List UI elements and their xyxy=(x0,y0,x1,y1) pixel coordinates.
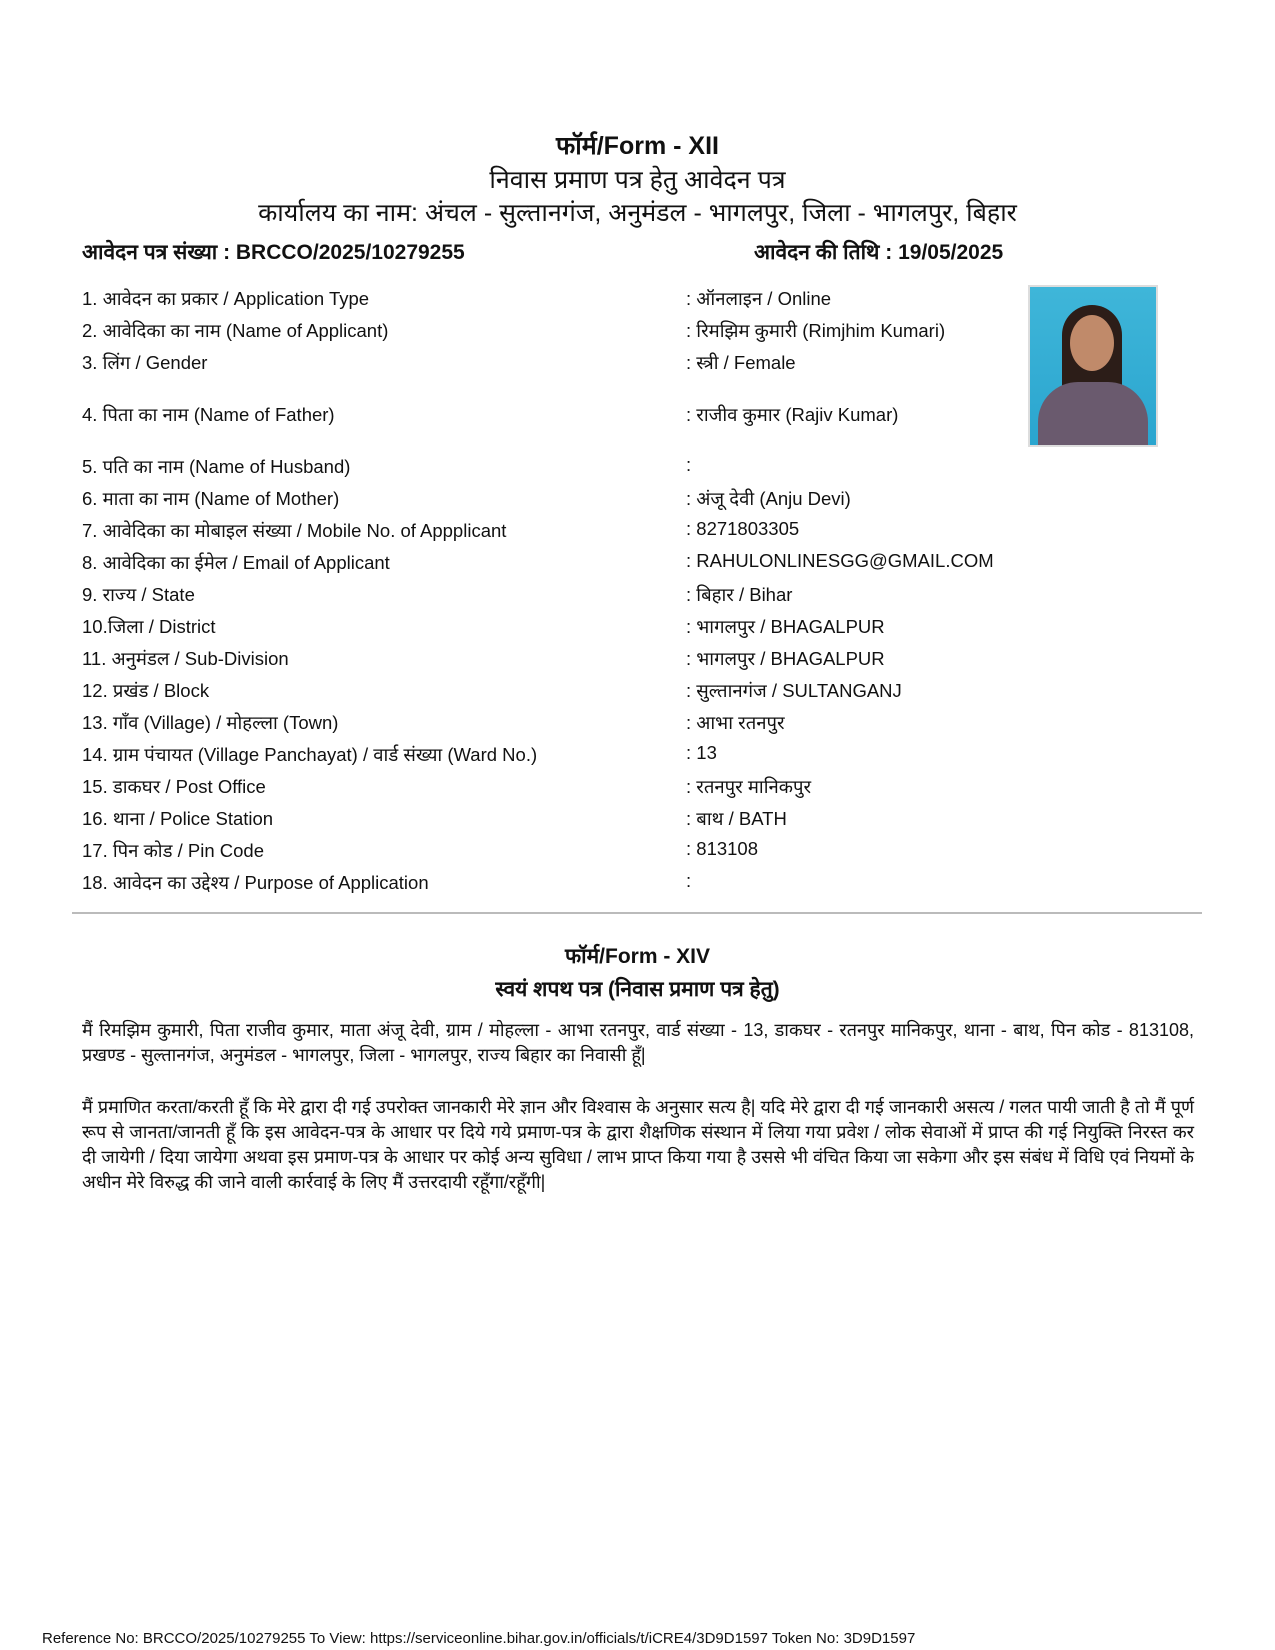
office-name: कार्यालय का नाम: अंचल - सुल्तानगंज, अनुमंडल - भागलपुर, जिला - भागलपुर, बिहार xyxy=(258,199,1017,227)
detail-value: : अंजू देवी (Anju Devi) xyxy=(686,488,851,509)
detail-value: : 8271803305 xyxy=(686,518,800,539)
affidavit-residence-paragraph: मैं रिमझिम कुमारी, पिता राजीव कुमार, माता अंजू देवी, ग्राम / मोहल्ला - आभा रतनपुर, वार्ड संख्या - 13, डाकघर - रतनपुर मानिकपुर, थाना - बाथ, पिन कोड - 813108, प्रखण्ड - सुल्तानगंज, अनुमंडल - भागलपुर, जिला - भागलपुर, राज्य बिहार का निवासी हूँ| xyxy=(82,1020,1194,1065)
detail-label: 18. आवेदन का उद्देश्य / Purpose of Application xyxy=(82,872,429,893)
affidavit-form-title: फॉर्म/Form - XIV xyxy=(564,945,711,968)
detail-value: : ऑनलाइन / Online xyxy=(686,288,832,309)
detail-label: 3. लिंग / Gender xyxy=(82,352,208,373)
detail-value: : 813108 xyxy=(686,838,759,859)
detail-value: : भागलपुर / BHAGALPUR xyxy=(686,616,885,637)
detail-label: 17. पिन कोड / Pin Code xyxy=(82,840,264,861)
detail-label: 8. आवेदिका का ईमेल / Email of Applicant xyxy=(82,552,390,573)
detail-label: 16. थाना / Police Station xyxy=(82,808,274,829)
detail-label: 12. प्रखंड / Block xyxy=(82,680,210,701)
detail-label: 6. माता का नाम (Name of Mother) xyxy=(82,488,340,509)
detail-value: : xyxy=(686,870,692,891)
reference-footer: Reference No: BRCCO/2025/10279255 To View: https://serviceonline.bihar.gov.in/officials/t/iCRE4/3D9D1597 Token No: 3D9D1597 xyxy=(42,1630,916,1647)
detail-value: : स्त्री / Female xyxy=(686,352,796,373)
detail-label: 13. गाँव (Village) / मोहल्ला (Town) xyxy=(82,712,339,733)
form-title: फॉर्म/Form - XII xyxy=(556,132,719,160)
detail-value: : बाथ / BATH xyxy=(686,808,787,829)
detail-label: 11. अनुमंडल / Sub-Division xyxy=(82,648,289,669)
detail-value: : RAHULONLINESGG@GMAIL.COM xyxy=(686,550,994,571)
detail-value: : आभा रतनपुर xyxy=(686,712,785,733)
detail-value: : 13 xyxy=(686,742,717,763)
detail-value: : रतनपुर मानिकपुर xyxy=(686,776,812,797)
detail-value: : बिहार / Bihar xyxy=(686,584,793,605)
detail-label: 2. आवेदिका का नाम (Name of Applicant) xyxy=(82,320,389,341)
detail-label: 7. आवेदिका का मोबाइल संख्या / Mobile No. of Appplicant xyxy=(82,520,507,541)
detail-value: : राजीव कुमार (Rajiv Kumar) xyxy=(686,404,899,425)
detail-value: : xyxy=(686,454,692,475)
detail-label: 10.जिला / District xyxy=(82,616,216,637)
detail-label: 4. पिता का नाम (Name of Father) xyxy=(82,404,335,425)
applicant-photo xyxy=(1028,285,1158,447)
detail-value: : रिमझिम कुमारी (Rimjhim Kumari) xyxy=(686,320,946,341)
affidavit-subtitle: स्वयं शपथ पत्र (निवास प्रमाण पत्र हेतु) xyxy=(495,978,780,1001)
detail-label: 9. राज्य / State xyxy=(82,584,195,605)
section-divider xyxy=(72,912,1202,914)
detail-label: 1. आवेदन का प्रकार / Application Type xyxy=(82,288,370,309)
application-date: आवेदन की तिथि : 19/05/2025 xyxy=(754,241,1004,264)
application-number: आवेदन पत्र संख्या : BRCCO/2025/10279255 xyxy=(82,241,465,264)
detail-label: 5. पति का नाम (Name of Husband) xyxy=(82,456,351,477)
form-subtitle: निवास प्रमाण पत्र हेतु आवेदन पत्र xyxy=(489,166,786,194)
affidavit-declaration-paragraph: मैं प्रमाणित करता/करती हूँ कि मेरे द्वारा दी गई उपरोक्त जानकारी मेरे ज्ञान और विश्वास के अनुसार सत्य है| यदि मेरे द्वारा दी गई जानकारी असत्य / गलत पायी जाती है तो मैं पूर्ण रूप से जानता/जानती हूँ कि इस आवेदन-पत्र के आधार पर दिये गये प्रमाण-पत्र के द्वारा शैक्षणिक संस्थान में लिया गया प्रवेश / लोक सेवाओं में प्राप्त की गई नियुक्ति निरस्त कर दी जायेगी / दिया जायेगा अथवा इस प्रमाण-पत्र के आधार पर कोई अन्य सुविधा / लाभ प्राप्त किया गया है उससे भी वंचित किया जा सकेगा और इस संबंध में विधि एवं नियमों के अधीन मेरे विरुद्ध की जाने वाली कार्रवाई के लिए मैं उत्तरदायी रहूँगा/रहूँगी| xyxy=(82,1097,1194,1192)
detail-label: 15. डाकघर / Post Office xyxy=(82,776,266,797)
detail-label: 14. ग्राम पंचायत (Village Panchayat) / वार्ड संख्या (Ward No.) xyxy=(82,744,538,765)
detail-value: : सुल्तानगंज / SULTANGANJ xyxy=(686,680,902,701)
detail-value: : भागलपुर / BHAGALPUR xyxy=(686,648,885,669)
